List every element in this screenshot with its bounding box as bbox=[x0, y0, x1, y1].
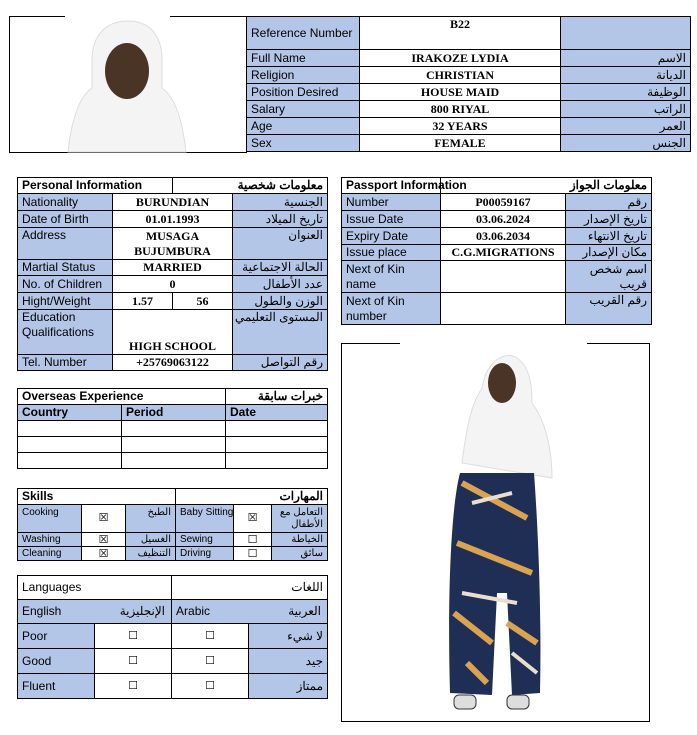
lang-good-arabic-checkbox[interactable]: ☐ bbox=[172, 649, 249, 674]
full-body-photo bbox=[341, 343, 650, 722]
marital-value: MARRIED bbox=[113, 260, 233, 276]
sex-ar: الجنس bbox=[561, 135, 691, 152]
address-label: Address bbox=[18, 228, 113, 260]
kin-number-value bbox=[441, 293, 566, 325]
kin-number-label: Next of Kin number bbox=[342, 293, 441, 325]
headshot-image bbox=[10, 16, 246, 152]
languages-table bbox=[17, 575, 328, 699]
children-ar: عدد الأطفال bbox=[233, 276, 328, 293]
education-ar: المستوى التعليمي bbox=[233, 310, 328, 355]
tel-value: +25769063122 bbox=[113, 355, 233, 371]
skill-cleaning-label: Cleaning bbox=[18, 547, 82, 561]
issue-place-ar: مكان الإصدار bbox=[566, 245, 652, 261]
position-label: Position Desired bbox=[247, 84, 360, 101]
english-header bbox=[18, 600, 172, 624]
lang-poor-english-checkbox[interactable]: ☐ bbox=[95, 624, 172, 649]
issue-date-value: 03.06.2024 bbox=[441, 211, 566, 228]
lang-fluent-arabic-checkbox[interactable]: ☐ bbox=[172, 674, 249, 699]
address-ar: العنوان bbox=[233, 228, 328, 260]
height-value: 1.57 bbox=[113, 293, 173, 310]
lang-fluent-label: Fluent bbox=[18, 674, 95, 699]
full-name-ar: الاسم bbox=[561, 50, 691, 67]
height-weight-label: Hight/Weight bbox=[18, 293, 113, 310]
skills-title: Skills bbox=[18, 489, 176, 505]
nationality-value: BURUNDIAN bbox=[113, 194, 233, 211]
arabic-label: Arabic bbox=[176, 604, 211, 618]
skill-cooking-checkbox[interactable]: ☒ bbox=[82, 505, 126, 533]
skills-table bbox=[17, 488, 328, 561]
languages-title: Languages bbox=[18, 576, 172, 600]
sex-label: Sex bbox=[247, 135, 360, 152]
skill-cooking-ar: الطبخ bbox=[126, 505, 176, 533]
full-name-value: IRAKOZE LYDIA bbox=[360, 50, 561, 67]
religion-ar: الديانة bbox=[561, 67, 691, 84]
skill-sewing-label: Sewing bbox=[176, 533, 234, 547]
table-row bbox=[18, 437, 328, 453]
skill-babysitting-label: Baby Sitting bbox=[176, 505, 234, 533]
position-ar: الوظيفة bbox=[561, 84, 691, 101]
skill-babysitting-checkbox[interactable]: ☒ bbox=[234, 505, 272, 533]
marital-ar: الحالة الاجتماعية bbox=[233, 260, 328, 276]
full-name-label: Full Name bbox=[247, 50, 360, 67]
skill-cleaning-ar: التنظيف bbox=[126, 547, 176, 561]
skill-washing-checkbox[interactable]: ☒ bbox=[82, 533, 126, 547]
issue-place-label: Issue place bbox=[342, 245, 441, 261]
lang-poor-arabic-checkbox[interactable]: ☐ bbox=[172, 624, 249, 649]
age-value: 32 YEARS bbox=[360, 118, 561, 135]
passport-info-title-ar: معلومات الجواز bbox=[441, 178, 652, 194]
age-ar: العمر bbox=[561, 118, 691, 135]
lang-poor-ar: لا شيء bbox=[249, 624, 328, 649]
personal-info-title-ar: معلومات شخصية bbox=[173, 178, 328, 194]
position-value: HOUSE MAID bbox=[360, 84, 561, 101]
salary-value: 800 RIYAL bbox=[360, 101, 561, 118]
dob-value: 01.01.1993 bbox=[113, 211, 233, 228]
expiry-date-value: 03.06.2034 bbox=[441, 228, 566, 245]
lang-good-ar: جيد bbox=[249, 649, 328, 674]
english-label: English bbox=[22, 604, 62, 618]
personal-info-table bbox=[17, 177, 328, 371]
languages-title-ar: اللغات bbox=[172, 576, 328, 600]
salary-label: Salary bbox=[247, 101, 360, 118]
reference-number-ar bbox=[561, 17, 691, 50]
passport-number-label: Number bbox=[342, 194, 441, 211]
arabic-header bbox=[172, 600, 328, 624]
skill-sewing-ar: الخياطة bbox=[272, 533, 328, 547]
passport-info-title: Passport Information bbox=[342, 178, 441, 194]
table-row bbox=[18, 421, 328, 437]
expiry-date-label: Expiry Date bbox=[342, 228, 441, 245]
issue-date-ar: تاريخ الإصدار bbox=[566, 211, 652, 228]
kin-name-value bbox=[441, 261, 566, 293]
expiry-date-ar: تاريخ الانتهاء bbox=[566, 228, 652, 245]
skill-driving-ar: سائق bbox=[272, 547, 328, 561]
skill-cleaning-checkbox[interactable]: ☒ bbox=[82, 547, 126, 561]
skills-title-ar: المهارات bbox=[176, 489, 328, 505]
table-row bbox=[18, 453, 328, 469]
address-line1: MUSAGA bbox=[145, 228, 200, 243]
skill-driving-checkbox[interactable]: ☐ bbox=[234, 547, 272, 561]
salary-ar: الراتب bbox=[561, 101, 691, 118]
arabic-ar: العربية bbox=[288, 604, 322, 618]
passport-number-ar: رقم bbox=[566, 194, 652, 211]
col-period: Period bbox=[122, 405, 226, 421]
age-label: Age bbox=[247, 118, 360, 135]
education-value: HIGH SCHOOL bbox=[113, 310, 233, 355]
overseas-title: Overseas Experience bbox=[18, 389, 226, 405]
marital-label: Martial Status bbox=[18, 260, 113, 276]
overseas-experience-table bbox=[17, 388, 328, 469]
address-value bbox=[113, 228, 233, 260]
kin-name-label: Next of Kin name bbox=[342, 261, 441, 293]
tel-ar: رقم التواصل bbox=[233, 355, 328, 371]
education-label: Education Qualifications bbox=[18, 310, 113, 355]
lang-fluent-english-checkbox[interactable]: ☐ bbox=[95, 674, 172, 699]
address-line2: BUJUMBURA bbox=[134, 243, 211, 258]
english-ar: الإنجليزية bbox=[119, 604, 166, 618]
skill-sewing-checkbox[interactable]: ☐ bbox=[234, 533, 272, 547]
skill-cooking-label: Cooking bbox=[18, 505, 82, 533]
headshot-photo bbox=[9, 16, 247, 153]
lang-good-english-checkbox[interactable]: ☐ bbox=[95, 649, 172, 674]
overseas-title-ar: خبرات سابقة bbox=[226, 389, 328, 405]
nationality-ar: الجنسية bbox=[233, 194, 328, 211]
personal-info-title: Personal Information bbox=[18, 178, 173, 194]
reference-number-label: Reference Number bbox=[247, 17, 360, 50]
kin-name-ar: اسم شخص قريب bbox=[566, 261, 652, 293]
children-value: 0 bbox=[113, 276, 233, 293]
top-info-table bbox=[246, 16, 691, 152]
lang-fluent-ar: ممتاز bbox=[249, 674, 328, 699]
height-weight-ar: الوزن والطول bbox=[233, 293, 328, 310]
passport-info-table bbox=[341, 177, 652, 325]
religion-label: Religion bbox=[247, 67, 360, 84]
full-body-image bbox=[342, 343, 649, 721]
skill-babysitting-ar: التعامل مع الأطفال bbox=[272, 505, 328, 533]
sex-value: FEMALE bbox=[360, 135, 561, 152]
skill-driving-label: Driving bbox=[176, 547, 234, 561]
lang-poor-label: Poor bbox=[18, 624, 95, 649]
nationality-label: Nationality bbox=[18, 194, 113, 211]
skill-washing-label: Washing bbox=[18, 533, 82, 547]
skill-washing-ar: الغسيل bbox=[126, 533, 176, 547]
col-date: Date bbox=[226, 405, 328, 421]
issue-place-value: C.G.MIGRATIONS bbox=[441, 245, 566, 261]
dob-ar: تاريخ الميلاد bbox=[233, 211, 328, 228]
religion-value: CHRISTIAN bbox=[360, 67, 561, 84]
tel-label: Tel. Number bbox=[18, 355, 113, 371]
dob-label: Date of Birth bbox=[18, 211, 113, 228]
passport-number-value: P00059167 bbox=[441, 194, 566, 211]
lang-good-label: Good bbox=[18, 649, 95, 674]
kin-number-ar: رقم القريب bbox=[566, 293, 652, 325]
weight-value: 56 bbox=[173, 293, 233, 310]
children-label: No. of Children bbox=[18, 276, 113, 293]
reference-number-value: B22 bbox=[360, 17, 561, 50]
col-country: Country bbox=[18, 405, 122, 421]
issue-date-label: Issue Date bbox=[342, 211, 441, 228]
